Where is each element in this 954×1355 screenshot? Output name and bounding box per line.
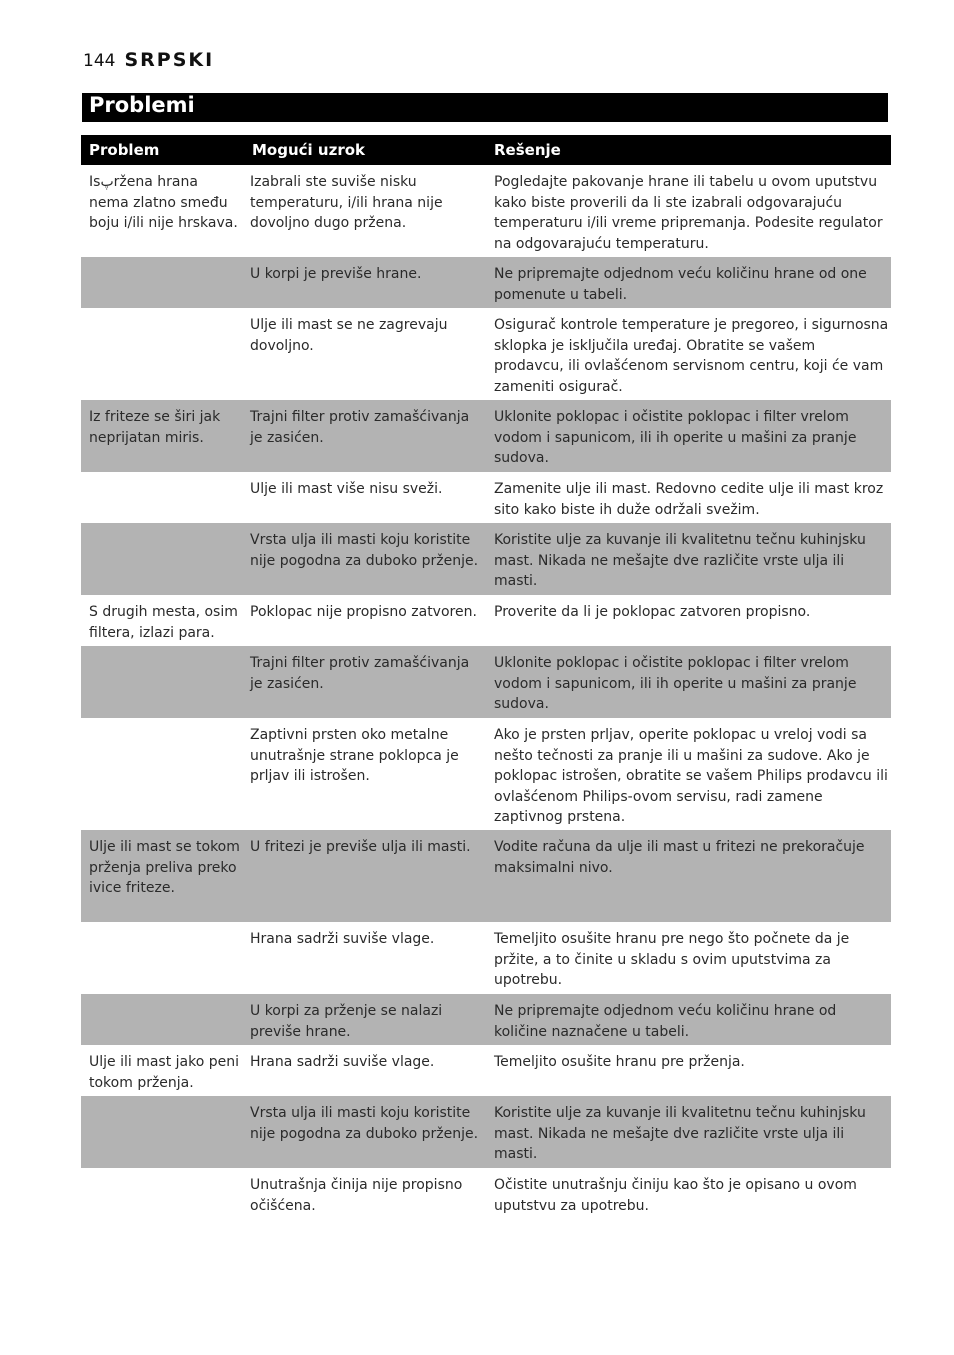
table-row <box>81 718 891 830</box>
cause-cell: Ulje ili mast više nisu sveži. <box>250 481 443 497</box>
cause-cell: Unutrašnja činija nije propisno očišćena. <box>250 1177 463 1214</box>
cause-cell: Vrsta ulja ili masti koju koristite nije pogodna za duboko prženje. <box>244 523 487 595</box>
cause-cell: Trajni filter protiv zamašćivanja je zasićen. <box>244 646 487 718</box>
table-row <box>81 1096 891 1168</box>
table-row <box>81 472 891 523</box>
cause-cell: U fritezi je previše ulja ili masti. <box>244 830 487 922</box>
problem-cell <box>81 1168 244 1219</box>
solution-cell: Uklonite poklopac i očistite poklopac i filter vrelom vodom i sapunicom, ili ih operite u mašini za pranje sudova. <box>487 400 891 472</box>
problem-cell <box>81 472 244 523</box>
cause-cell: U korpi za prženje se nalazi previše hrane. <box>244 994 487 1045</box>
column-header-problem: Problem <box>81 135 244 165</box>
problem-cell <box>81 1096 244 1168</box>
problem-cell <box>81 523 244 595</box>
problem-cell <box>81 646 244 718</box>
table-row <box>81 922 891 994</box>
section-title: Problemi <box>82 93 888 122</box>
cause-cell: Hrana sadrži suviše vlage. <box>250 931 435 947</box>
problem-cell: Isپržena hrana nema zlatno smeđu boju i/ili nije hrskava. <box>89 174 238 231</box>
solution-cell: Očistite unutrašnju činiju kao što je opisano u ovom uputstvu za upotrebu. <box>494 1177 857 1214</box>
cause-cell: Ulje ili mast se ne zagrevaju dovoljno. <box>250 317 448 354</box>
column-header-solution: Rešenje <box>487 135 891 165</box>
problem-cell: Iz friteze se širi jak neprijatan miris. <box>81 400 244 472</box>
table-row <box>81 308 891 400</box>
solution-cell: Temeljito osušite hranu pre prženja. <box>494 1054 745 1070</box>
solution-cell: Koristite ulje za kuvanje ili kvalitetnu tečnu kuhinjsku mast. Nikada ne mešajte dve različite vrste ulja ili masti. <box>487 523 891 595</box>
cause-cell: Hrana sadrži suviše vlage. <box>250 1054 435 1070</box>
table-header-row <box>81 135 891 165</box>
solution-cell: Ne pripremajte odjednom veću količinu hrane od one pomenute u tabeli. <box>487 257 891 308</box>
table-row <box>81 595 891 646</box>
solution-cell: Zamenite ulje ili mast. Redovno cedite ulje ili mast kroz sito kako biste ih duže održali svežim. <box>494 481 884 518</box>
table-row <box>81 830 891 922</box>
troubleshooting-table <box>81 135 891 1219</box>
cause-cell: U korpi je previše hrane. <box>244 257 487 308</box>
solution-cell: Proverite da li je poklopac zatvoren propisno. <box>494 604 811 620</box>
problem-cell: Ulje ili mast se tokom prženja preliva preko ivice friteze. <box>81 830 244 922</box>
cause-cell: Trajni filter protiv zamašćivanja je zasićen. <box>244 400 487 472</box>
solution-cell: Vodite računa da ulje ili mast u fritezi ne prekoračuje maksimalni nivo. <box>487 830 891 922</box>
table-row <box>81 994 891 1045</box>
language-label: SRPSKI <box>124 49 215 71</box>
table-row <box>81 1168 891 1219</box>
solution-cell: Koristite ulje za kuvanje ili kvalitetnu tečnu kuhinjsku mast. Nikada ne mešajte dve različite vrste ulja ili masti. <box>487 1096 891 1168</box>
problem-cell <box>81 994 244 1045</box>
problem-cell <box>81 718 244 830</box>
solution-cell: Temeljito osušite hranu pre nego što počnete da je pržite, a to činite u skladu s ovim uputstvima za upotrebu. <box>494 931 850 988</box>
column-header-cause: Mogući uzrok <box>244 135 487 165</box>
table-row <box>81 523 891 595</box>
problem-cell <box>81 257 244 308</box>
table-row <box>81 646 891 718</box>
table-row <box>81 165 891 257</box>
page-header <box>83 49 214 73</box>
solution-cell: Osigurač kontrole temperature je pregoreo, i sigurnosna sklopka je isključila uređaj. Obratite se vašem prodavcu, ili ovlašćenom servisnom centru, koji će vam zameniti osigurač. <box>494 317 889 395</box>
solution-cell: Ne pripremajte odjednom veću količinu hrane od količine naznačene u tabeli. <box>487 994 891 1045</box>
table-row <box>81 1045 891 1096</box>
cause-cell: Izabrali ste suviše nisku temperaturu, i/ili hrana nije dovoljno dugo pržena. <box>250 174 443 231</box>
table-row <box>81 400 891 472</box>
solution-cell: Uklonite poklopac i očistite poklopac i filter vrelom vodom i sapunicom, ili ih operite u mašini za pranje sudova. <box>487 646 891 718</box>
table-row <box>81 257 891 308</box>
cause-cell: Vrsta ulja ili masti koju koristite nije pogodna za duboko prženje. <box>244 1096 487 1168</box>
cause-cell: Poklopac nije propisno zatvoren. <box>250 604 477 620</box>
solution-cell: Pogledajte pakovanje hrane ili tabelu u ovom uputstvu kako biste proverili da li ste izabrali odgovarajuću temperaturu i/ili vreme pripremanja. Podesite regulator na odgovarajuću temperaturu. <box>494 174 883 252</box>
problem-cell <box>81 308 244 400</box>
problem-cell <box>81 922 244 994</box>
solution-cell: Ako je prsten prljav, operite poklopac u vreloj vodi sa nešto tečnosti za pranje ili u mašini za sudove. Ako je poklopac istrošen, obratite se vašem Philips prodavcu ili ovlašćenom Philips-ovom servisu, radi zamene zaptivnog prstena. <box>494 727 888 825</box>
cause-cell: Zaptivni prsten oko metalne unutrašnje strane poklopca je prljav ili istrošen. <box>250 727 459 784</box>
page-number: 144 <box>83 51 116 71</box>
problem-cell: Ulje ili mast jako peni tokom prženja. <box>89 1054 240 1091</box>
problem-cell: S drugih mesta, osim filtera, izlazi para. <box>89 604 238 641</box>
